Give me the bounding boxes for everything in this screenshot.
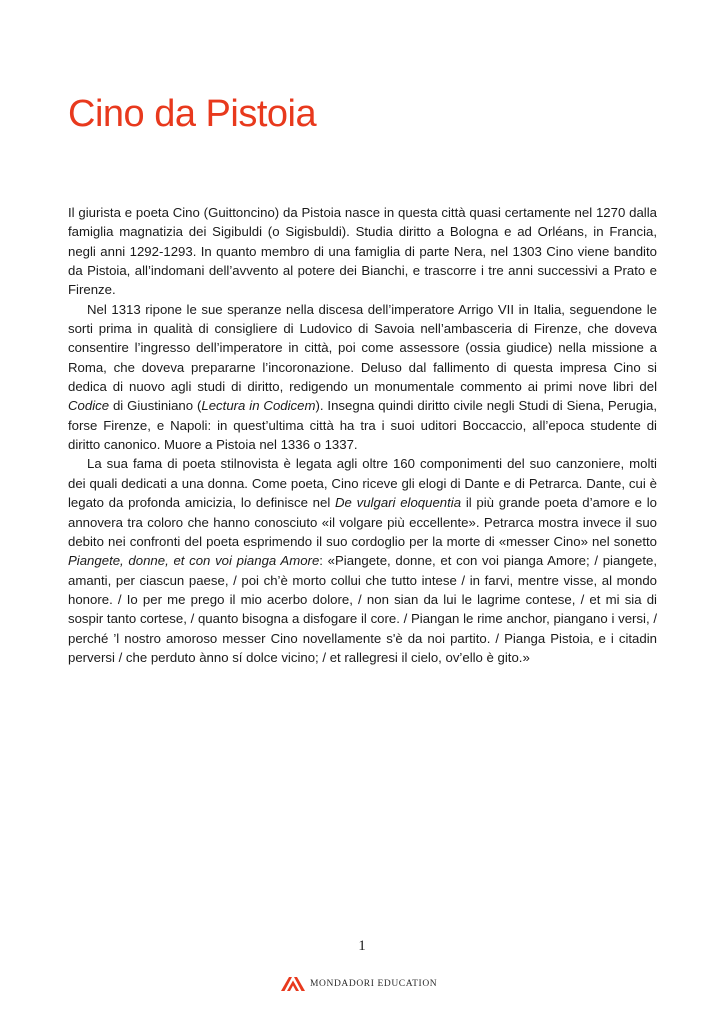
italic-title: Piangete, donne, et con voi pianga Amore	[68, 553, 320, 569]
page-number: 1	[358, 938, 366, 954]
paragraph-1	[68, 203, 657, 300]
paragraph-2	[68, 300, 657, 455]
text-run: La sua fama di poeta stilnovista è legata agli oltre 160 componimenti del suo canzoniere, molti dei quali dedicati a una donna. Come poeta, Cino riceve gli elogi di Dante e di Petrarca. Dante, cui è legato da profonda amicizia, lo definisce nel	[68, 456, 657, 511]
publisher-footer	[280, 974, 437, 994]
document-title: Cino da Pistoia	[68, 93, 317, 135]
text-run: il più grande poeta d’amore e lo annovera tra coloro che hanno conosciuto «il volgare più eccellente». Petrarca mostra invece il suo debito nei confronti del poeta esprimendo il suo cordoglio per la morte di «messer Cino» nel sonetto	[68, 495, 657, 549]
text-run: Nel 1313 ripone le sue speranze nella discesa dell’imperatore Arrigo VII in Italia, seguendone le sorti prima in qualità di consigliere di Ludovico di Savoia nell’ambasceria di Firenze, che doveva consentire l’ingresso dell’imperatore in città, poi come assessore (ossia giudice) nella missione a Roma, che doveva prepararne l’incoronazione. Deluso dal fallimento di questa impresa Cino si dedica di nuovo agli studi di diritto, redigendo un monumentale commento ai primi nove libri del	[68, 301, 657, 395]
text-run: Il giurista e poeta Cino (Guittoncino) da Pistoia nasce in questa città quasi certamente nel 1270 dalla famiglia magnatizia dei Sigibuldi (o Sigisbuldi). Studia diritto a Bologna e ad Orléans, in Francia, negli anni 1292-1293. In quanto membro di una famiglia di parte Nera, nel 1303 Cino viene bandito da Pistoia, all’indomani dell’avvento al potere dei Bianchi, e trascorre i tre anni successivi a Prato e Firenze.	[68, 205, 657, 298]
text-run: : «Piangete, donne, et con voi pianga Amore; / piangete, amanti, per ciascun paese, / poi ch’è morto collui che tutto intese / in farvi, mentre visse, al mondo honore. / Io per me prego il mio acerbo dolore, / non sian da lui le lagrime contese, / et mi sia di sospir tanto cortese, / quanto bisogna a disfogare il core. / Piangan le rime anchor, piangano i versi, / perché ’l nostro amoroso messer Cino novellamente s'è da noi partito. / Pianga Pistoia, e i citadin perversi / che perduto ànno sí dolce vicino; / et rallegresi il cielo, ov’ello è gito.»	[68, 553, 657, 665]
document-body	[68, 203, 657, 667]
mondadori-logo-icon	[280, 976, 306, 992]
text-run: di Giustiniano (	[109, 398, 202, 414]
publisher-name: MONDADORI EDUCATION	[310, 979, 438, 989]
italic-title: Lectura in Codicem	[201, 398, 316, 414]
italic-title: De vulgari eloquentia	[335, 495, 462, 511]
text-run: ). Insegna quindi diritto civile negli Studi di Siena, Perugia, forse Firenze, e Napoli: in quest’ultima città ha tra i suoi uditori Boccaccio, all’epoca studente di diritto canonico. Muore a Pistoia nel 1336 o 1337.	[68, 398, 657, 453]
italic-title: Codice	[68, 398, 110, 414]
paragraph-3	[68, 454, 657, 667]
